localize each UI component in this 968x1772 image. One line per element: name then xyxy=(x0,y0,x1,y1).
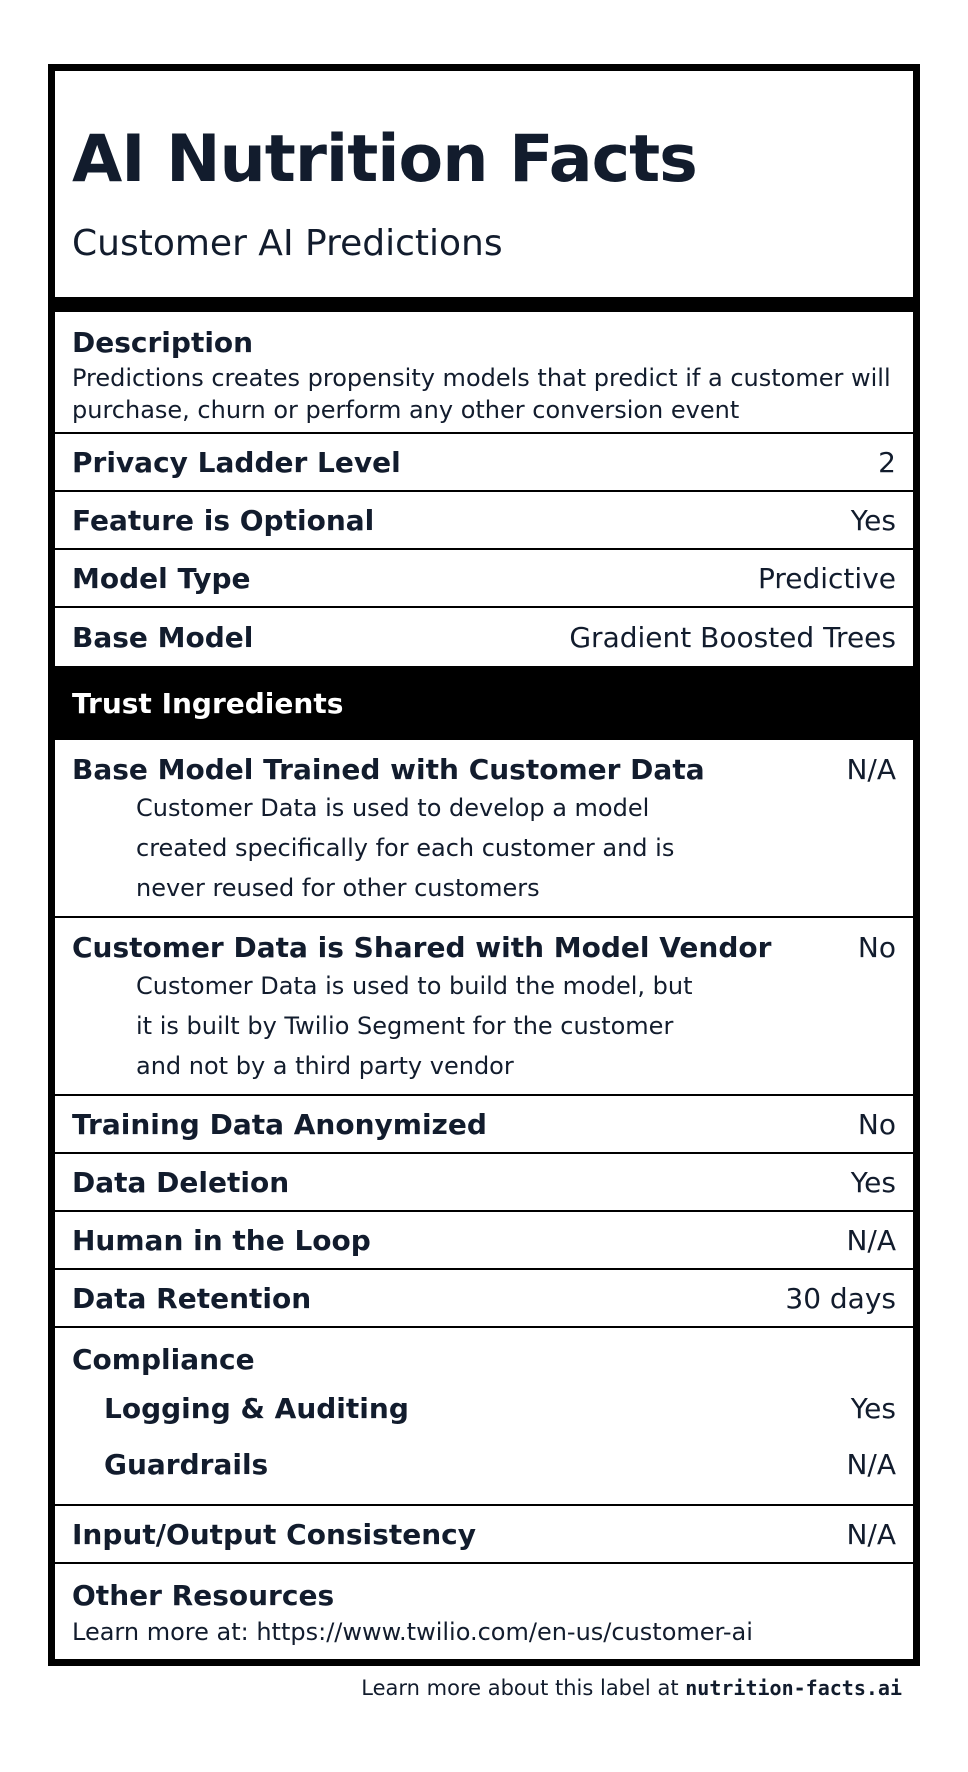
io-consistency-label: Input/Output Consistency xyxy=(72,1517,476,1551)
compliance-item-value: Yes xyxy=(850,1391,896,1425)
trust-label: Training Data Anonymized xyxy=(72,1107,487,1141)
compliance-item-logging xyxy=(72,1380,896,1436)
base-model-trained-note: Customer Data is used to develop a model created specifically for each customer and is never reused for other customers xyxy=(136,794,675,902)
page-title: AI Nutrition Facts xyxy=(72,122,697,197)
shared-with-vendor-note: Customer Data is used to build the model, but it is built by Twilio Segment for the customer and not by a third party vendor xyxy=(136,972,693,1080)
trust-row-human-in-loop xyxy=(55,1212,913,1270)
trust-ingredients-heading: Trust Ingredients xyxy=(55,666,913,740)
other-resources-label: Other Resources xyxy=(72,1579,335,1612)
other-resources-link[interactable]: Learn more at: https://www.twilio.com/en-us/customer-ai xyxy=(72,1618,753,1646)
trust-value: N/A xyxy=(846,1223,896,1257)
footer-text: Learn more about this label at xyxy=(361,1676,679,1700)
shared-with-vendor-label: Customer Data is Shared with Model Vendor xyxy=(72,931,772,964)
shared-with-vendor-head xyxy=(72,930,896,966)
compliance-item-label: Guardrails xyxy=(104,1447,269,1481)
trust-value: No xyxy=(857,1107,896,1141)
base-model-trained-value: N/A xyxy=(846,753,896,786)
io-consistency-row xyxy=(55,1506,913,1564)
shared-with-vendor-section xyxy=(55,918,913,1096)
compliance-section xyxy=(55,1328,913,1506)
label-header xyxy=(55,71,913,297)
fact-value: Gradient Boosted Trees xyxy=(569,620,896,654)
base-model-trained-label: Base Model Trained with Customer Data xyxy=(72,753,705,786)
fact-label: Privacy Ladder Level xyxy=(72,445,401,479)
description-label: Description xyxy=(72,326,254,359)
io-consistency-value: N/A xyxy=(846,1517,896,1551)
trust-row-data-retention xyxy=(55,1270,913,1328)
fact-label: Base Model xyxy=(72,620,254,654)
description-text: Predictions creates propensity models that predict if a customer will purchase, churn or perform any other conversion event xyxy=(72,364,891,424)
compliance-item-label: Logging & Auditing xyxy=(104,1391,409,1425)
base-model-trained-section xyxy=(55,740,913,918)
trust-label: Data Deletion xyxy=(72,1165,290,1199)
other-resources-section xyxy=(55,1564,913,1648)
footer-link[interactable]: nutrition-facts.ai xyxy=(685,1676,902,1700)
fact-row-feature-optional xyxy=(55,492,913,550)
trust-label: Data Retention xyxy=(72,1281,312,1315)
trust-value: 30 days xyxy=(785,1281,896,1315)
fact-value: Yes xyxy=(850,503,896,537)
description-section xyxy=(55,312,913,434)
base-model-trained-head xyxy=(72,752,896,788)
trust-row-training-anonymized xyxy=(55,1096,913,1154)
compliance-label: Compliance xyxy=(72,1343,255,1376)
fact-label: Model Type xyxy=(72,561,251,595)
fact-value: Predictive xyxy=(757,561,896,595)
fact-row-privacy-ladder xyxy=(55,434,913,492)
trust-row-data-deletion xyxy=(55,1154,913,1212)
fact-value: 2 xyxy=(878,445,896,479)
trust-label: Human in the Loop xyxy=(72,1223,371,1257)
fact-label: Feature is Optional xyxy=(72,503,375,537)
fact-row-model-type xyxy=(55,550,913,608)
trust-value: Yes xyxy=(850,1165,896,1199)
footer xyxy=(361,1676,902,1700)
compliance-item-value: N/A xyxy=(846,1447,896,1481)
nutrition-label xyxy=(48,64,920,1666)
fact-row-base-model xyxy=(55,608,913,666)
page-subtitle: Customer AI Predictions xyxy=(72,223,503,265)
shared-with-vendor-value: No xyxy=(857,931,896,964)
compliance-item-guardrails xyxy=(72,1436,896,1492)
thick-divider xyxy=(55,297,913,312)
